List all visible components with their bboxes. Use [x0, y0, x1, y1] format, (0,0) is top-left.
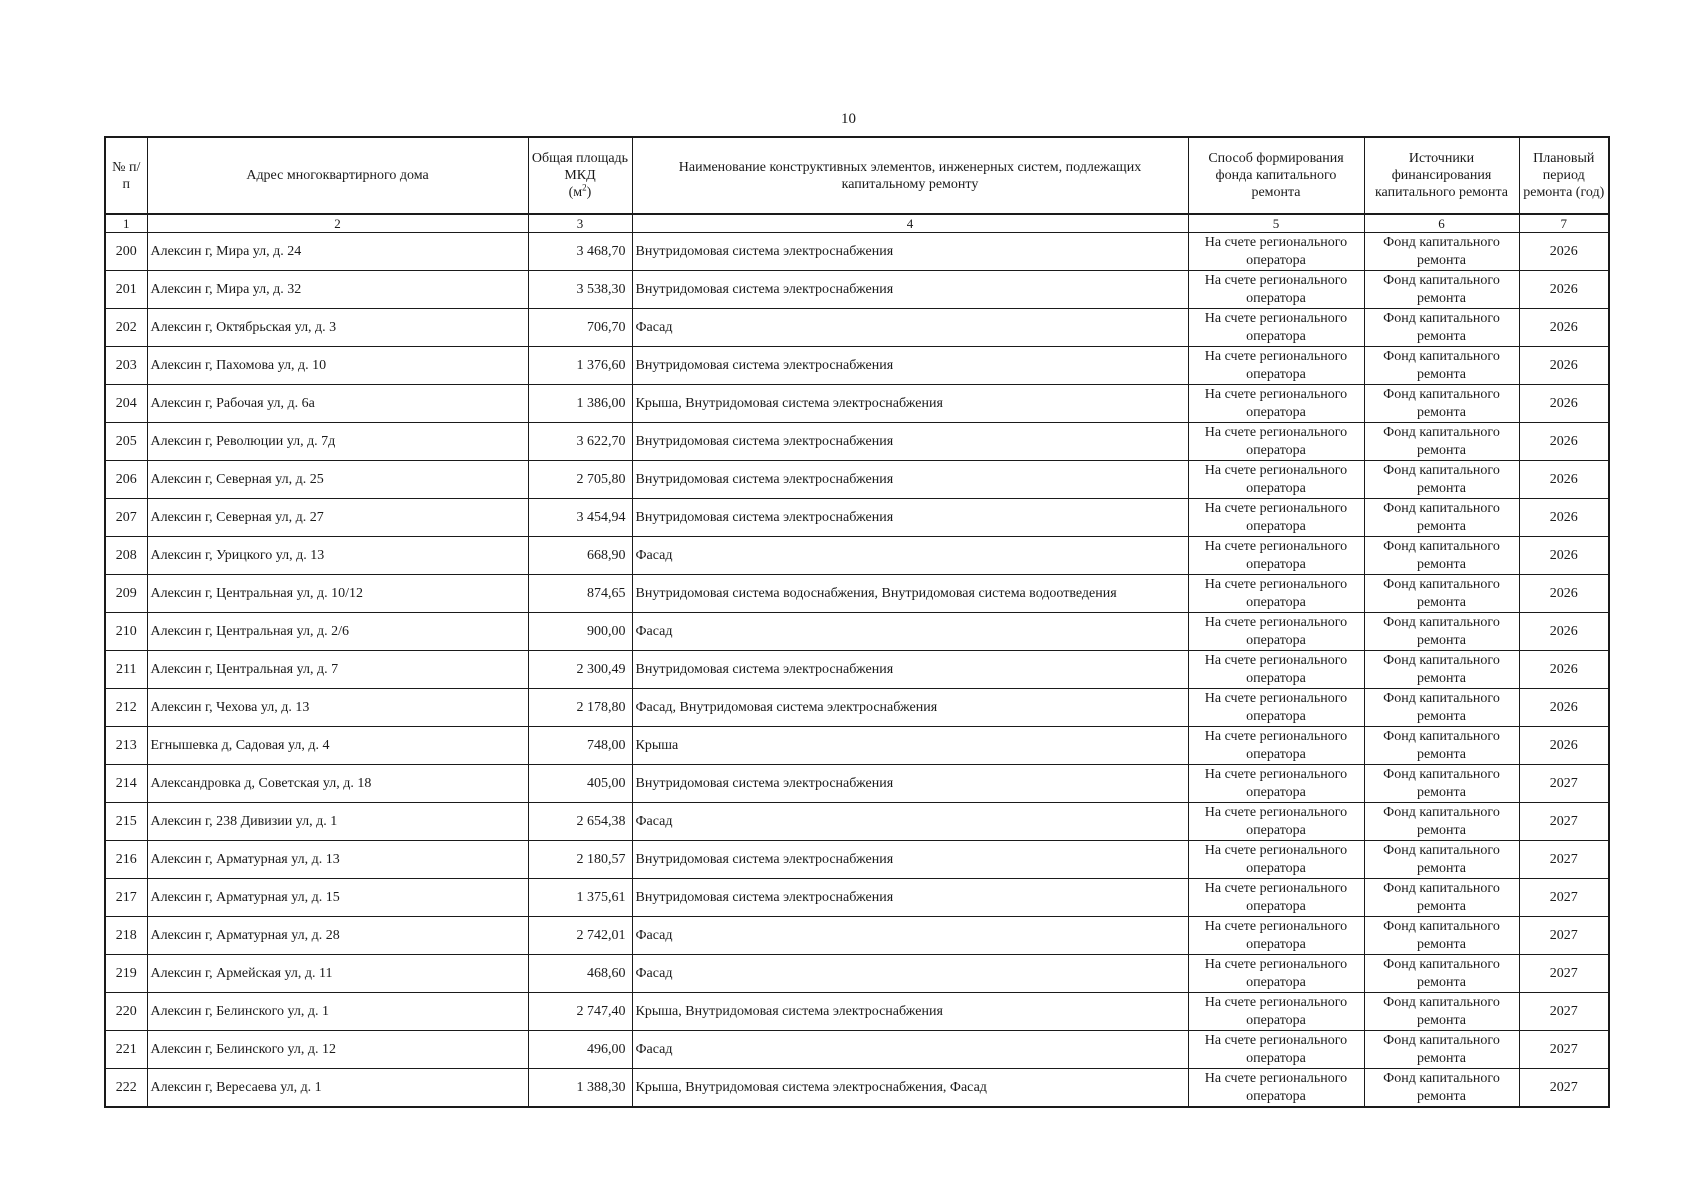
row-year: 2027 [1519, 1031, 1609, 1069]
row-number: 221 [105, 1031, 147, 1069]
row-method: На счете регионального оператора [1188, 803, 1364, 841]
repair-register-table [104, 136, 1610, 1108]
row-source: Фонд капитального ремонта [1364, 575, 1519, 613]
column-number: 2 [147, 214, 528, 233]
table-row [105, 1031, 1609, 1069]
row-address: Алексин г, Чехова ул, д. 13 [147, 689, 528, 727]
row-elements: Внутридомовая система электроснабжения [632, 499, 1188, 537]
row-area: 706,70 [528, 309, 632, 347]
row-source: Фонд капитального ремонта [1364, 271, 1519, 309]
row-address: Алексин г, Арматурная ул, д. 28 [147, 917, 528, 955]
row-elements: Крыша, Внутридомовая система электроснабжения, Фасад [632, 1069, 1188, 1108]
row-number: 217 [105, 879, 147, 917]
row-year: 2026 [1519, 727, 1609, 765]
row-elements: Фасад [632, 803, 1188, 841]
row-year: 2026 [1519, 385, 1609, 423]
row-year: 2027 [1519, 803, 1609, 841]
row-source: Фонд капитального ремонта [1364, 955, 1519, 993]
row-address: Александровка д, Советская ул, д. 18 [147, 765, 528, 803]
row-area: 668,90 [528, 537, 632, 575]
row-source: Фонд капитального ремонта [1364, 917, 1519, 955]
row-number: 219 [105, 955, 147, 993]
row-address: Егнышевка д, Садовая ул, д. 4 [147, 727, 528, 765]
row-elements: Крыша [632, 727, 1188, 765]
row-method: На счете регионального оператора [1188, 651, 1364, 689]
row-elements: Фасад [632, 309, 1188, 347]
column-number: 1 [105, 214, 147, 233]
row-source: Фонд капитального ремонта [1364, 233, 1519, 271]
row-number: 209 [105, 575, 147, 613]
row-year: 2027 [1519, 993, 1609, 1031]
row-elements: Внутридомовая система электроснабжения [632, 461, 1188, 499]
table-row [105, 1069, 1609, 1108]
table-row [105, 347, 1609, 385]
row-area: 2 180,57 [528, 841, 632, 879]
header-period: Плановый период ремонта (год) [1519, 137, 1609, 214]
row-number: 200 [105, 233, 147, 271]
row-area: 3 622,70 [528, 423, 632, 461]
row-method: На счете регионального оператора [1188, 879, 1364, 917]
row-source: Фонд капитального ремонта [1364, 993, 1519, 1031]
row-number: 213 [105, 727, 147, 765]
row-area: 748,00 [528, 727, 632, 765]
row-year: 2026 [1519, 537, 1609, 575]
row-year: 2026 [1519, 423, 1609, 461]
header-area-label: Общая площадь МКД [531, 151, 629, 183]
row-number: 205 [105, 423, 147, 461]
row-address: Алексин г, Арматурная ул, д. 13 [147, 841, 528, 879]
row-method: На счете регионального оператора [1188, 841, 1364, 879]
row-source: Фонд капитального ремонта [1364, 727, 1519, 765]
table-row [105, 461, 1609, 499]
row-elements: Крыша, Внутридомовая система электроснабжения [632, 993, 1188, 1031]
header-row [105, 137, 1609, 214]
table-row [105, 651, 1609, 689]
row-area: 3 538,30 [528, 271, 632, 309]
table-row [105, 727, 1609, 765]
row-number: 212 [105, 689, 147, 727]
row-area: 496,00 [528, 1031, 632, 1069]
row-address: Алексин г, Октябрьская ул, д. 3 [147, 309, 528, 347]
row-source: Фонд капитального ремонта [1364, 347, 1519, 385]
row-address: Алексин г, Центральная ул, д. 10/12 [147, 575, 528, 613]
header-method: Способ формирования фонда капитального ремонта [1188, 137, 1364, 214]
row-year: 2026 [1519, 613, 1609, 651]
row-number: 208 [105, 537, 147, 575]
row-area: 2 742,01 [528, 917, 632, 955]
row-address: Алексин г, Мира ул, д. 24 [147, 233, 528, 271]
row-number: 203 [105, 347, 147, 385]
row-address: Алексин г, 238 Дивизии ул, д. 1 [147, 803, 528, 841]
row-method: На счете регионального оператора [1188, 765, 1364, 803]
row-year: 2026 [1519, 271, 1609, 309]
header-area-unit: (м [568, 185, 583, 200]
row-method: На счете регионального оператора [1188, 499, 1364, 537]
table-row [105, 385, 1609, 423]
row-method: На счете регионального оператора [1188, 537, 1364, 575]
row-method: На счете регионального оператора [1188, 271, 1364, 309]
row-elements: Внутридомовая система электроснабжения [632, 841, 1188, 879]
header-num: № п/п [105, 137, 147, 214]
header-area-unit-close: ) [586, 185, 592, 200]
row-method: На счете регионального оператора [1188, 917, 1364, 955]
row-method: На счете регионального оператора [1188, 1031, 1364, 1069]
row-source: Фонд капитального ремонта [1364, 1069, 1519, 1108]
row-area: 1 375,61 [528, 879, 632, 917]
row-number: 202 [105, 309, 147, 347]
row-year: 2027 [1519, 841, 1609, 879]
row-method: На счете регионального оператора [1188, 385, 1364, 423]
row-number: 220 [105, 993, 147, 1031]
row-address: Алексин г, Центральная ул, д. 2/6 [147, 613, 528, 651]
column-number: 7 [1519, 214, 1609, 233]
row-year: 2027 [1519, 917, 1609, 955]
row-method: На счете регионального оператора [1188, 233, 1364, 271]
row-elements: Внутридомовая система электроснабжения [632, 765, 1188, 803]
table-row [105, 233, 1609, 271]
row-elements: Фасад [632, 613, 1188, 651]
row-method: На счете регионального оператора [1188, 575, 1364, 613]
row-method: На счете регионального оператора [1188, 955, 1364, 993]
row-area: 3 454,94 [528, 499, 632, 537]
column-number: 6 [1364, 214, 1519, 233]
row-address: Алексин г, Белинского ул, д. 1 [147, 993, 528, 1031]
row-area: 874,65 [528, 575, 632, 613]
row-number: 211 [105, 651, 147, 689]
row-method: На счете регионального оператора [1188, 993, 1364, 1031]
header-elements: Наименование конструктивных элементов, инженерных систем, подлежащих капитальному ремонту [632, 137, 1188, 214]
row-area: 2 300,49 [528, 651, 632, 689]
row-method: На счете регионального оператора [1188, 309, 1364, 347]
row-method: На счете регионального оператора [1188, 727, 1364, 765]
row-area: 2 705,80 [528, 461, 632, 499]
row-year: 2026 [1519, 233, 1609, 271]
row-source: Фонд капитального ремонта [1364, 499, 1519, 537]
table-row [105, 955, 1609, 993]
row-address: Алексин г, Рабочая ул, д. 6а [147, 385, 528, 423]
row-year: 2027 [1519, 1069, 1609, 1108]
row-address: Алексин г, Северная ул, д. 25 [147, 461, 528, 499]
row-number: 210 [105, 613, 147, 651]
row-number: 201 [105, 271, 147, 309]
row-year: 2026 [1519, 309, 1609, 347]
row-address: Алексин г, Мира ул, д. 32 [147, 271, 528, 309]
row-elements: Внутридомовая система электроснабжения [632, 347, 1188, 385]
row-elements: Внутридомовая система электроснабжения [632, 651, 1188, 689]
row-source: Фонд капитального ремонта [1364, 461, 1519, 499]
column-number: 3 [528, 214, 632, 233]
row-source: Фонд капитального ремонта [1364, 613, 1519, 651]
table-row [105, 689, 1609, 727]
table-row [105, 423, 1609, 461]
row-year: 2026 [1519, 499, 1609, 537]
table-row [105, 765, 1609, 803]
table-row [105, 575, 1609, 613]
row-address: Алексин г, Арматурная ул, д. 15 [147, 879, 528, 917]
row-address: Алексин г, Революции ул, д. 7д [147, 423, 528, 461]
row-elements: Внутридомовая система электроснабжения [632, 271, 1188, 309]
row-area: 2 654,38 [528, 803, 632, 841]
header-area [528, 137, 632, 214]
row-area: 1 388,30 [528, 1069, 632, 1108]
row-source: Фонд капитального ремонта [1364, 423, 1519, 461]
row-address: Алексин г, Вересаева ул, д. 1 [147, 1069, 528, 1108]
row-elements: Крыша, Внутридомовая система электроснабжения [632, 385, 1188, 423]
row-number: 222 [105, 1069, 147, 1108]
row-address: Алексин г, Центральная ул, д. 7 [147, 651, 528, 689]
table-row [105, 993, 1609, 1031]
row-source: Фонд капитального ремонта [1364, 803, 1519, 841]
row-number: 215 [105, 803, 147, 841]
row-address: Алексин г, Урицкого ул, д. 13 [147, 537, 528, 575]
column-number: 5 [1188, 214, 1364, 233]
table-row [105, 841, 1609, 879]
row-method: На счете регионального оператора [1188, 347, 1364, 385]
row-elements: Фасад [632, 1031, 1188, 1069]
row-number: 214 [105, 765, 147, 803]
row-area: 3 468,70 [528, 233, 632, 271]
row-address: Алексин г, Белинского ул, д. 12 [147, 1031, 528, 1069]
row-area: 2 747,40 [528, 993, 632, 1031]
row-area: 405,00 [528, 765, 632, 803]
table-row [105, 917, 1609, 955]
row-elements: Внутридомовая система водоснабжения, Внутридомовая система водоотведения [632, 575, 1188, 613]
table-row [105, 803, 1609, 841]
row-source: Фонд капитального ремонта [1364, 651, 1519, 689]
row-source: Фонд капитального ремонта [1364, 385, 1519, 423]
row-source: Фонд капитального ремонта [1364, 689, 1519, 727]
row-source: Фонд капитального ремонта [1364, 1031, 1519, 1069]
row-method: На счете регионального оператора [1188, 1069, 1364, 1108]
row-source: Фонд капитального ремонта [1364, 309, 1519, 347]
row-elements: Внутридомовая система электроснабжения [632, 879, 1188, 917]
row-source: Фонд капитального ремонта [1364, 765, 1519, 803]
row-year: 2026 [1519, 689, 1609, 727]
table-row [105, 613, 1609, 651]
row-year: 2026 [1519, 575, 1609, 613]
row-area: 1 386,00 [528, 385, 632, 423]
row-area: 900,00 [528, 613, 632, 651]
page-number: 10 [841, 111, 856, 127]
row-year: 2027 [1519, 955, 1609, 993]
row-address: Алексин г, Северная ул, д. 27 [147, 499, 528, 537]
row-source: Фонд капитального ремонта [1364, 537, 1519, 575]
row-elements: Фасад [632, 917, 1188, 955]
row-method: На счете регионального оператора [1188, 461, 1364, 499]
table-row [105, 271, 1609, 309]
row-number: 216 [105, 841, 147, 879]
header-source: Источники финансирования капитального ремонта [1364, 137, 1519, 214]
header-area-unit-sup: 2 [582, 182, 587, 193]
row-address: Алексин г, Армейская ул, д. 11 [147, 955, 528, 993]
table-row [105, 537, 1609, 575]
row-elements: Фасад [632, 537, 1188, 575]
row-year: 2027 [1519, 879, 1609, 917]
table-row [105, 879, 1609, 917]
row-elements: Внутридомовая система электроснабжения [632, 233, 1188, 271]
row-area: 2 178,80 [528, 689, 632, 727]
row-number: 207 [105, 499, 147, 537]
row-year: 2026 [1519, 347, 1609, 385]
row-elements: Фасад [632, 955, 1188, 993]
row-address: Алексин г, Пахомова ул, д. 10 [147, 347, 528, 385]
column-number: 4 [632, 214, 1188, 233]
row-elements: Внутридомовая система электроснабжения [632, 423, 1188, 461]
row-area: 468,60 [528, 955, 632, 993]
row-method: На счете регионального оператора [1188, 689, 1364, 727]
row-year: 2027 [1519, 765, 1609, 803]
row-year: 2026 [1519, 461, 1609, 499]
row-elements: Фасад, Внутридомовая система электроснабжения [632, 689, 1188, 727]
row-area: 1 376,60 [528, 347, 632, 385]
table-body [105, 233, 1609, 1108]
row-number: 206 [105, 461, 147, 499]
row-number: 218 [105, 917, 147, 955]
row-source: Фонд капитального ремонта [1364, 841, 1519, 879]
row-source: Фонд капитального ремонта [1364, 879, 1519, 917]
row-year: 2026 [1519, 651, 1609, 689]
row-method: На счете регионального оператора [1188, 423, 1364, 461]
header-address: Адрес многоквартирного дома [147, 137, 528, 214]
column-number-row [105, 214, 1609, 233]
row-number: 204 [105, 385, 147, 423]
table-row [105, 309, 1609, 347]
table-row [105, 499, 1609, 537]
row-method: На счете регионального оператора [1188, 613, 1364, 651]
